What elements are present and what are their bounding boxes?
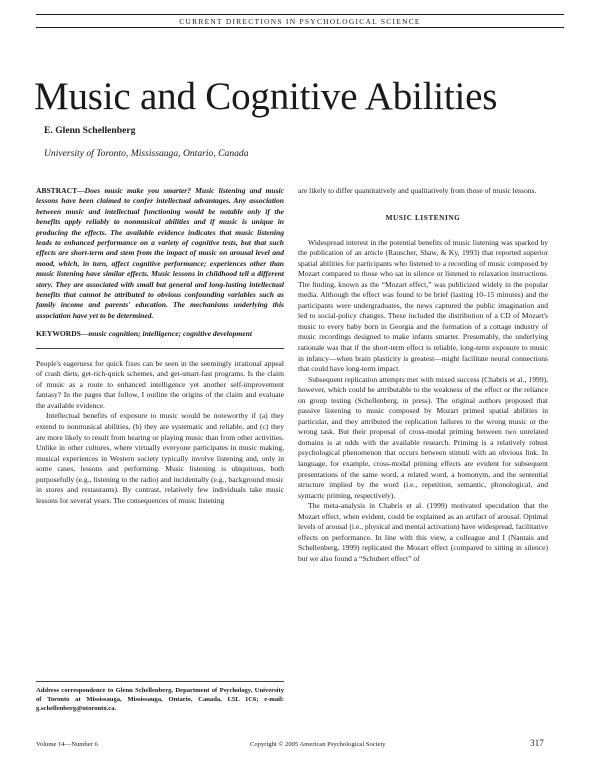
footer-copyright: Copyright © 2005 American Psychological Society: [250, 741, 386, 748]
article-title: Music and Cognitive Abilities: [34, 75, 498, 118]
left-body: [36, 359, 284, 507]
left-column: [36, 186, 284, 506]
body-paragraph: People's eagerness for quick fixes can be seen in the seemingly irrational appeal of crash diets, get-rich-quick schemes, and get-smart-fast programs. Is the claim of music as a route to enhanced intelligence yet another self-improvement fantasy? In the pages that follow, I outline the origins of the claim and evaluate the available evidence.: [36, 358, 284, 410]
section-heading: MUSIC LISTENING: [385, 213, 461, 222]
footer-volume: Volume 14—Number 6: [36, 741, 98, 748]
keywords-text: music cognition; intelligence; cognitive development: [88, 329, 252, 339]
keywords-lead: KEYWORDS—: [36, 329, 89, 339]
journal-header: CURRENT DIRECTIONS IN PSYCHOLOGICAL SCIENCE: [36, 14, 564, 28]
body-paragraph: Intellectual benefits of exposure to music would be noteworthy if (a) they extend to nonmusical abilities, (b) they are systematic and reliable, and (c) they are more likely to result from hearing or playing music than from other activities. Unlike in other cultures, where virtually everyone participates in music making, musical experiences in Western society typically involve listening and, only in some cases, lessons and performing. Music listening is ubiquitous, both purposefully (e.g., listening to the radio) and incidentally (e.g., background music in stores and restaurants). By contrast, relatively few individuals take music lessons for several years. The consequences of music listening: [36, 411, 284, 505]
abstract: [36, 186, 284, 321]
continued-paragraph: are likely to differ quantitatively and qualitatively from those of music lessons.: [298, 186, 537, 195]
page-number: 317: [530, 738, 544, 748]
author-name: E. Glenn Schellenberg: [44, 125, 136, 136]
abstract-lead: ABSTRACT—: [36, 186, 85, 195]
body-paragraph: The meta-analysis in Chabris et al. (1999) motivated speculation that the Mozart effect, when evident, could be explained as an artifact of arousal. Optimal levels of arousal (i.e., physical and mental activation) have widespread, facilitative effects on performance. In line with this view, a colleague and I (Nantais and Schellenberg, 1999) replicated the Mozart effect (compared to sitting in silence) but we also found a “Schubert effect” of: [298, 501, 548, 563]
right-body: [298, 238, 548, 565]
keywords: [36, 329, 284, 339]
abstract-text: Does music make you smarter? Music listening and music lessons have been claimed to confer intellectual advantages. Any association between music and intellectual functioning would be notable only if the benefits apply reliably to nonmusical abilities and if music is unique in producing the effects. The available evidence indicates that music listening leads to enhanced performance on a variety of cognitive tests, but that such effects are short-term and stem from the impact of music on arousal level and mood, which, in turn, affect cognitive performance; experiences other than music listening have similar effects. Music lessons in childhood tell a different story. They are associated with small but general and long-lasting intellectual benefits that cannot be attributed to obvious confounding variables such as family income and parents' education. The mechanisms underlying this association have yet to be determined.: [36, 186, 284, 320]
right-column: [298, 186, 548, 565]
correspondence-footnote: Address correspondence to Glenn Schellenberg, Department of Psychology, University of Toronto at Mississauga, Mississauga, Ontario, Canada, L5L 1C6; e-mail: g.schellenberg@utoronto.ca.: [36, 681, 284, 714]
abstract-divider: [36, 348, 284, 349]
author-affiliation: University of Toronto, Mississauga, Ontario, Canada: [44, 148, 249, 159]
body-paragraph: Widespread interest in the potential benefits of music listening was sparked by the publication of an article (Rauscher, Shaw, & Ky, 1993) that reported superior spatial abilities for participants who listened to a recording of music composed by Mozart compared to those who sat in silence or listened to relaxation instructions. The finding, known as the “Mozart effect,” was publicized widely in the popular media. Although the effect was found to be brief (lasting 10–15 minutes) and the participants were undergraduates, the news captured the public imagination and led to social-policy changes. These included the distribution of a CD of Mozart's music to every baby born in Georgia and the formation of a cottage industry of music recordings designed to make infants smarter. Presumably, the underlying rationale was that if the short-term effect is reliable, long-term exposure to music in infancy—when brain plasticity is greatest—might facilitate neural connections that could have long-term impact.: [298, 237, 548, 374]
body-paragraph: Subsequent replication attempts met with mixed success (Chabris et al., 1999), however, which could be attributable to the weakness of the effect or the reliance on group testing (Schellenberg, in press). The original authors proposed that passive listening to music composed by Mozart primed spatial abilities in particular, and they attributed the replication failures to the wrong music or the wrong task. But their proposal of cross-modal priming between two unrelated domains is at odds with the available research. Priming is a relatively robust psychological phenomenon that occurs between stimuli with an obvious link. In language, for example, cross-modal priming effects are evident for subsequent presentations of the same word, a related word, a homonym, and the sentential structure implied by the word (i.e., repetition, semantic, phonological, and syntactic priming, respectively).: [298, 374, 548, 500]
